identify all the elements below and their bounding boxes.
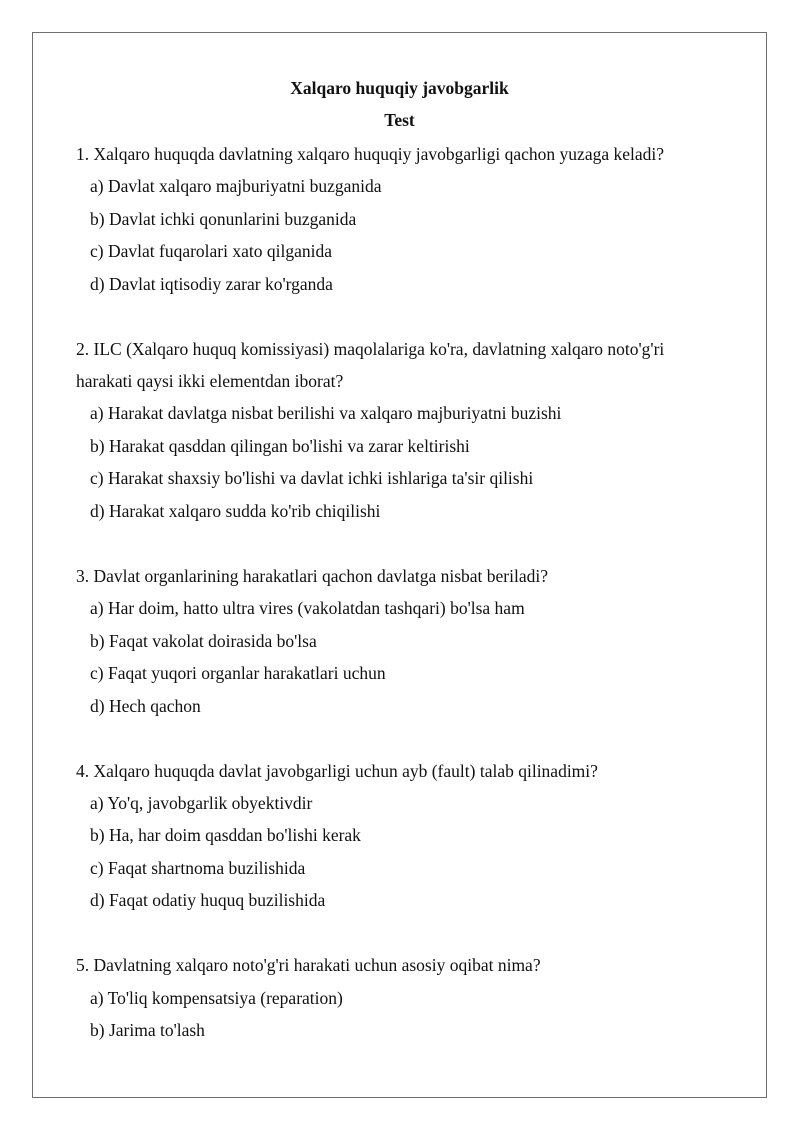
question-4-option-b: b) Ha, har doim qasddan bo'lishi kerak: [90, 825, 361, 845]
question-4-text: 4. Xalqaro huquqda davlat javobgarligi uchun ayb (fault) talab qilinadimi?: [76, 761, 598, 781]
question-2-option-a: a) Harakat davlatga nisbat berilishi va xalqaro majburiyatni buzishi: [90, 403, 562, 423]
question-3-option-b: b) Faqat vakolat doirasida bo'lsa: [90, 631, 317, 651]
document-title: Xalqaro huquqiy javobgarlik: [290, 78, 509, 98]
question-1-option-a: a) Davlat xalqaro majburiyatni buzganida: [90, 176, 382, 196]
question-4-option-d: d) Faqat odatiy huquq buzilishida: [90, 890, 326, 910]
question-1-option-c: c) Davlat fuqarolari xato qilganida: [90, 241, 332, 261]
question-5-text: 5. Davlatning xalqaro noto'g'ri harakati uchun asosiy oqibat nima?: [76, 955, 541, 975]
question-4-option-c: c) Faqat shartnoma buzilishida: [90, 858, 306, 878]
question-2-text-line-2: harakati qaysi ikki elementdan iborat?: [76, 371, 344, 391]
document-page: [32, 32, 767, 1098]
question-3-text: 3. Davlat organlarining harakatlari qachon davlatga nisbat beriladi?: [76, 566, 548, 586]
question-5-option-a: a) To'liq kompensatsiya (reparation): [90, 988, 343, 1008]
question-3-option-d: d) Hech qachon: [90, 696, 201, 716]
question-1-text: 1. Xalqaro huquqda davlatning xalqaro huquqiy javobgarligi qachon yuzaga keladi?: [76, 144, 665, 164]
question-5-option-b: b) Jarima to'lash: [90, 1020, 205, 1040]
question-1-option-b: b) Davlat ichki qonunlarini buzganida: [90, 209, 357, 229]
question-2-text-line-1: 2. ILC (Xalqaro huquq komissiyasi) maqolalariga ko'ra, davlatning xalqaro noto'g'ri: [76, 339, 665, 359]
question-4-option-a: a) Yo'q, javobgarlik obyektivdir: [90, 793, 313, 813]
question-1-option-d: d) Davlat iqtisodiy zarar ko'rganda: [90, 274, 333, 294]
document-subtitle: Test: [384, 110, 415, 130]
question-3-option-c: c) Faqat yuqori organlar harakatlari uchun: [90, 663, 386, 683]
question-2-option-b: b) Harakat qasddan qilingan bo'lishi va zarar keltirishi: [90, 436, 470, 456]
question-2-option-c: c) Harakat shaxsiy bo'lishi va davlat ichki ishlariga ta'sir qilishi: [90, 468, 534, 488]
question-3-option-a: a) Har doim, hatto ultra vires (vakolatdan tashqari) bo'lsa ham: [90, 598, 525, 618]
question-2-option-d: d) Harakat xalqaro sudda ko'rib chiqilishi: [90, 501, 381, 521]
